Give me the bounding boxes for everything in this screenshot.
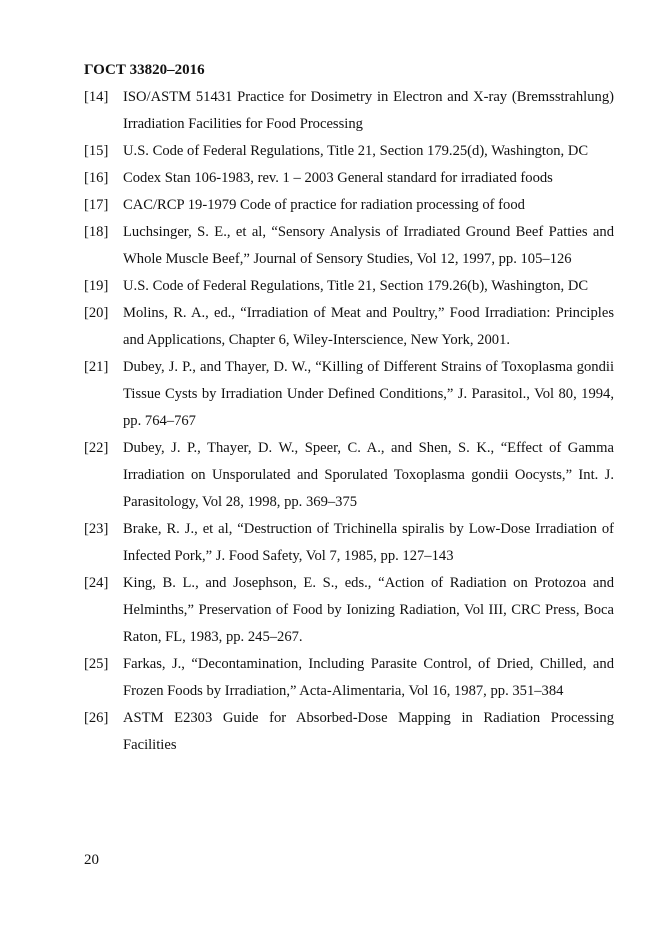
reference-text: Molins, R. A., ed., “Irradiation of Meat and Poultry,” Food Irradiation: Principles and Applications, Chapter 6, Wiley-Interscience, New York, 2001. <box>123 305 614 348</box>
reference-text: Codex Stan 106-1983, rev. 1 – 2003 General standard for irradiated foods <box>123 170 553 186</box>
reference-number: [24] <box>84 575 109 591</box>
reference-item <box>84 165 614 192</box>
reference-text: Luchsinger, S. E., et al, “Sensory Analysis of Irradiated Ground Beef Patties and Whole Muscle Beef,” Journal of Sensory Studies, Vol 12, 1997, pp. 105–126 <box>123 224 614 267</box>
reference-item <box>84 192 614 219</box>
reference-text: Farkas, J., “Decontamination, Including Parasite Control, of Dried, Chilled, and Frozen Foods by Irradiation,” Acta-Alimentaria, Vol 16, 1987, pp. 351–384 <box>123 656 614 699</box>
reference-number: [14] <box>84 89 109 105</box>
reference-text: ISO/ASTM 51431 Practice for Dosimetry in Electron and X-ray (Bremsstrahlung) Irradiation Facilities for Food Processing <box>123 89 614 132</box>
reference-number: [25] <box>84 656 109 672</box>
reference-item <box>84 516 614 570</box>
reference-item <box>84 435 614 516</box>
document-header: ГОСТ 33820–2016 <box>84 62 205 78</box>
reference-item <box>84 273 614 300</box>
reference-item <box>84 651 614 705</box>
reference-text: Dubey, J. P., and Thayer, D. W., “Killing of Different Strains of Toxoplasma gondii Tissue Cysts by Irradiation Under Defined Conditions,” J. Parasitol., Vol 80, 1994, pp. 764–767 <box>123 359 614 429</box>
reference-number: [18] <box>84 224 109 240</box>
reference-item <box>84 84 614 138</box>
reference-number: [17] <box>84 197 109 213</box>
reference-number: [23] <box>84 521 109 537</box>
reference-number: [21] <box>84 359 109 375</box>
reference-number: [19] <box>84 278 109 294</box>
page-number: 20 <box>84 852 99 868</box>
reference-text: King, B. L., and Josephson, E. S., eds., “Action of Radiation on Protozoa and Helminths,” Preservation of Food by Ionizing Radiation, Vol III, CRC Press, Boca Raton, FL, 1983, pp. 245–267. <box>123 575 614 645</box>
reference-number: [20] <box>84 305 109 321</box>
reference-text: U.S. Code of Federal Regulations, Title 21, Section 179.25(d), Washington, DC <box>123 143 589 159</box>
reference-number: [16] <box>84 170 109 186</box>
reference-text: Brake, R. J., et al, “Destruction of Trichinella spiralis by Low-Dose Irradiation of Infected Pork,” J. Food Safety, Vol 7, 1985, pp. 127–143 <box>123 521 614 564</box>
reference-item <box>84 705 614 759</box>
reference-list <box>84 84 614 759</box>
reference-item <box>84 570 614 651</box>
reference-number: [22] <box>84 440 109 456</box>
reference-text: Dubey, J. P., Thayer, D. W., Speer, C. A., and Shen, S. K., “Effect of Gamma Irradiation on Unsporulated and Sporulated Toxoplasma gondii Oocysts,” Int. J. Parasitology, Vol 28, 1998, pp. 369–375 <box>123 440 614 510</box>
reference-number: [15] <box>84 143 109 159</box>
reference-text: U.S. Code of Federal Regulations, Title 21, Section 179.26(b), Washington, DC <box>123 278 589 294</box>
reference-item <box>84 219 614 273</box>
reference-text: ASTM E2303 Guide for Absorbed-Dose Mapping in Radiation Processing Facilities <box>123 710 614 753</box>
reference-item <box>84 138 614 165</box>
reference-text: CAC/RCP 19-1979 Code of practice for radiation processing of food <box>123 197 525 213</box>
reference-item <box>84 300 614 354</box>
reference-number: [26] <box>84 710 109 726</box>
reference-item <box>84 354 614 435</box>
